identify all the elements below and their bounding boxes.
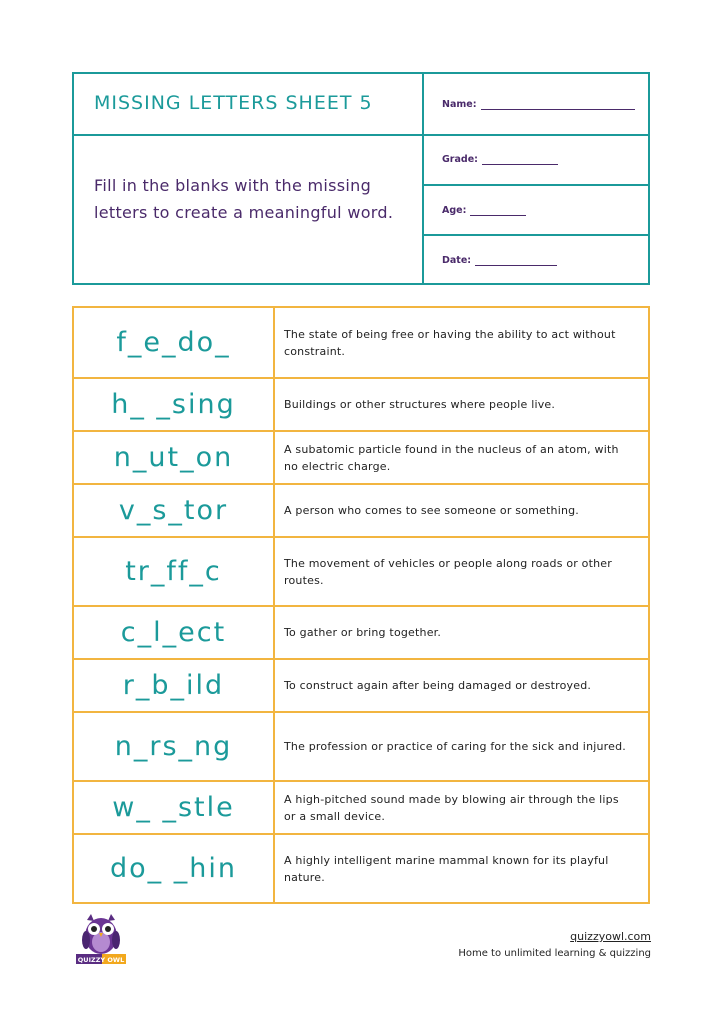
header-divider bbox=[424, 184, 650, 186]
word-puzzle[interactable]: n_rs_ng bbox=[74, 713, 275, 780]
name-label: Name: bbox=[442, 99, 477, 110]
worksheet-header bbox=[72, 72, 650, 285]
word-puzzle[interactable]: f_e_do_ bbox=[74, 308, 275, 377]
grade-field[interactable] bbox=[442, 154, 558, 165]
table-row bbox=[74, 711, 648, 780]
logo-text: QUIZZY OWL bbox=[77, 956, 125, 964]
word-definition: A highly intelligent marine mammal known for its playful nature. bbox=[284, 853, 609, 884]
age-field[interactable] bbox=[442, 205, 526, 216]
word-puzzle[interactable]: c_l_ect bbox=[74, 607, 275, 658]
grade-line[interactable] bbox=[482, 154, 558, 165]
table-row bbox=[74, 658, 648, 711]
missing-letters-table bbox=[72, 306, 650, 904]
word-puzzle[interactable]: tr_ff_c bbox=[74, 538, 275, 605]
site-link[interactable]: quizzyowl.com bbox=[570, 930, 651, 943]
word-definition: A person who comes to see someone or something. bbox=[284, 504, 580, 517]
table-row bbox=[74, 536, 648, 605]
table-row bbox=[74, 430, 648, 483]
table-row bbox=[74, 483, 648, 536]
word-puzzle[interactable]: w_ _stle bbox=[74, 782, 275, 833]
table-row bbox=[74, 605, 648, 658]
owl-icon bbox=[76, 912, 126, 966]
header-divider bbox=[74, 134, 422, 136]
word-definition: The profession or practice of caring for the sick and injured. bbox=[284, 740, 626, 753]
word-definition: To construct again after being damaged or destroyed. bbox=[284, 679, 592, 692]
name-line[interactable] bbox=[481, 99, 635, 110]
word-definition: The state of being free or having the ability to act without constraint. bbox=[284, 327, 616, 358]
date-line[interactable] bbox=[475, 255, 557, 266]
word-definition: Buildings or other structures where people live. bbox=[284, 398, 556, 411]
age-line[interactable] bbox=[470, 205, 526, 216]
word-definition: The movement of vehicles or people along roads or other routes. bbox=[284, 556, 612, 587]
date-field[interactable] bbox=[442, 255, 557, 266]
word-puzzle[interactable]: r_b_ild bbox=[74, 660, 275, 711]
header-divider bbox=[422, 74, 424, 283]
header-divider bbox=[424, 134, 650, 136]
quizzy-owl-logo bbox=[76, 912, 126, 966]
table-row bbox=[74, 833, 648, 902]
table-row bbox=[74, 780, 648, 833]
date-label: Date: bbox=[442, 255, 472, 266]
word-puzzle[interactable]: do_ _hin bbox=[74, 835, 275, 902]
table-row bbox=[74, 308, 648, 377]
word-puzzle[interactable]: v_s_tor bbox=[74, 485, 275, 536]
age-label: Age: bbox=[442, 205, 467, 216]
instructions-text: Fill in the blanks with the missing letters to create a meaningful word. bbox=[94, 176, 394, 222]
word-puzzle[interactable]: n_ut_on bbox=[74, 432, 275, 483]
tagline: Home to unlimited learning & quizzing bbox=[458, 948, 651, 959]
word-definition: A high-pitched sound made by blowing air through the lips or a small device. bbox=[284, 792, 619, 823]
page-title: MISSING LETTERS SHEET 5 bbox=[94, 92, 373, 114]
header-divider bbox=[424, 234, 650, 236]
table-row bbox=[74, 377, 648, 430]
name-field[interactable] bbox=[442, 99, 635, 110]
word-puzzle[interactable]: h_ _sing bbox=[74, 379, 275, 430]
word-definition: To gather or bring together. bbox=[284, 626, 442, 639]
word-definition: A subatomic particle found in the nucleus of an atom, with no electric charge. bbox=[284, 442, 619, 473]
grade-label: Grade: bbox=[442, 154, 478, 165]
